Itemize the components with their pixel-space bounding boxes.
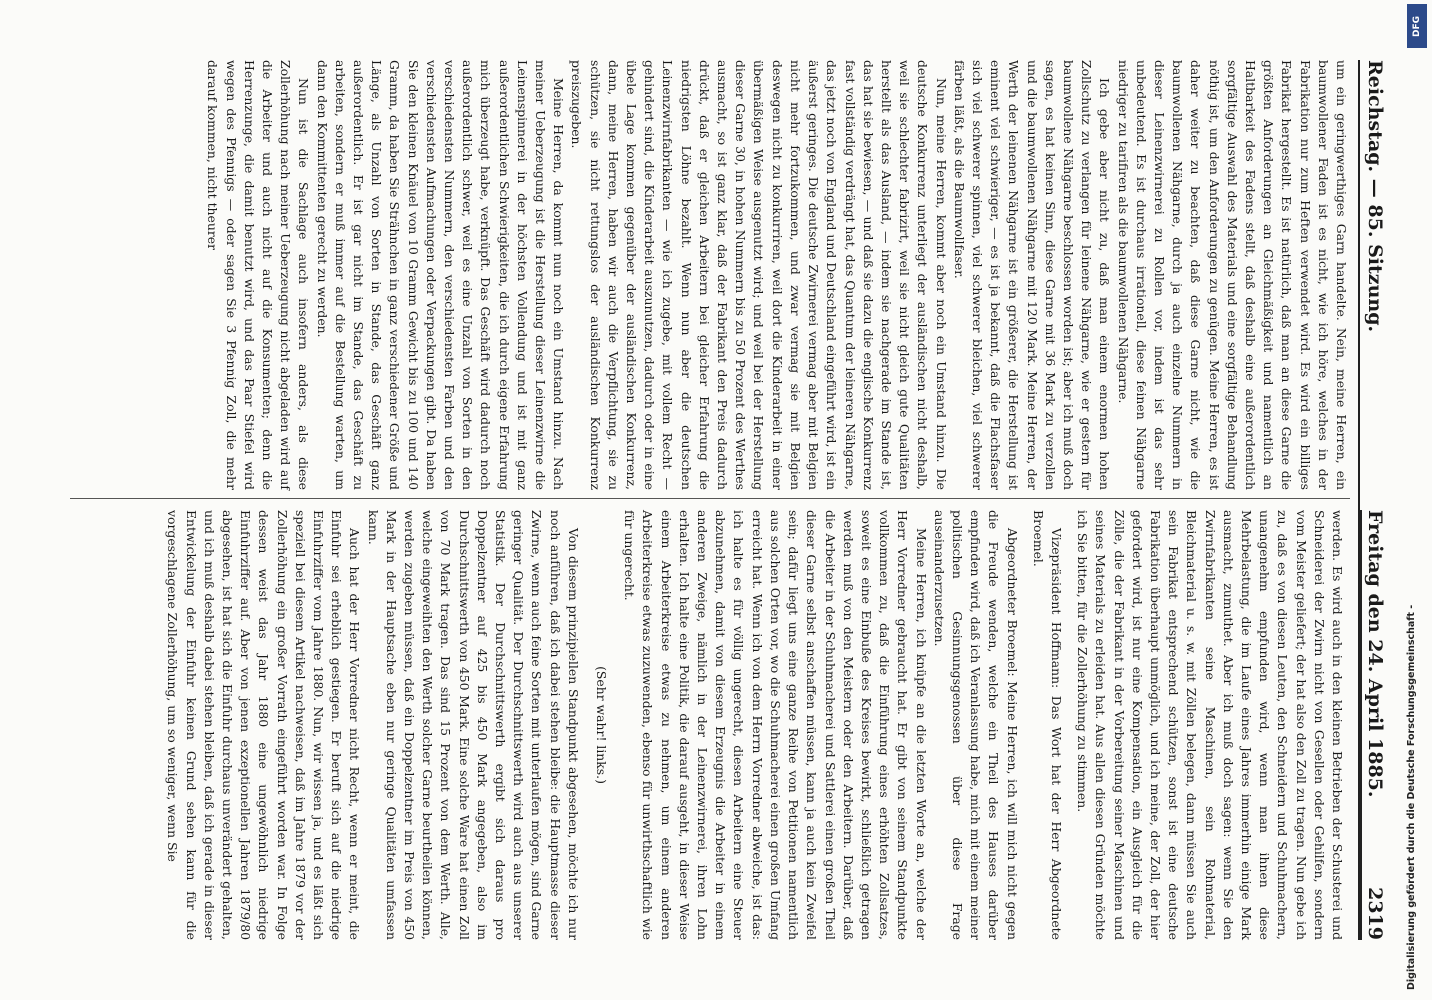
right-column: [70, 510, 1387, 940]
paragraph: Auch hat der Herr Vorredner nicht Recht, wenn er meint, die Einfuhr sei erheblich gestiegen. Er beruft sich auf die niedrige Einfuhrziffer vom Jahre 1880. Nun, wir wissen ja, und es läßt sich speziell bei diesem Artikel nachweisen, daß im Jahre 1879 vor der Zollerhöhung ein großer Vorrath eingeführt worden war. In Folge dessen weist das Jahr 1880 eine ungewöhnlich niedrige Einfuhrziffer auf. Aber von jenen exzeptionellen Jahren 1879/80 abgesehen, ist hat sich die Einfuhr durchaus unverändert gehalten, und ich muß deshalb dabei stehen bleiben, daß ich gerade in dieser Entwickelung der Einfuhr keinen Grund sehen kann für die vorgeschlagene Zollerhöhung, um so weniger, wenn Sie: [165, 510, 363, 940]
paragraph: Von diesem prinzipiellen Standpunkt abgesehen, möchte ich nur noch anführen, daß ich dabei stehen bleibe: die Hauptmasse dieser Zwirne, wenn auch feine Sorten mit unterlaufen mögen, sind Garne geringer Qualität. Der Durchschnittswerth wird auch aus unserer Statistik. Der Durchschnittswerth ergibt sich daraus pro Doppelzentner auf 425 bis 450 Mark angegeben, also im Durchschnittswerth von 450 Mark. Eine solche Ware hat einen Zoll von 70 Mark tragen. Das sind 15 Prozent von dem Werth. Alle, welche eingeweihten den Werth solcher Garne beurtheilen können, werden zugeben müssen, daß ein Doppelzentner im Preis von 450 Mark in der Hauptsache eben nur geringe Qualitäten umfassen kann.: [365, 510, 581, 940]
paragraph: Nun, meine Herren, kommt aber noch ein Umstand hinzu. Die deutsche Konkurrenz unterliegt der ausländischen nicht deshalb, weil sie schlechter fabrizirt, weil sie nicht gleich gute Qualitäten herstellt als das Ausland, — indem sie nachgerade im Stande ist, das hat sie bewiesen, — und daß sie dazu die englische Konkurrenz fast vollständig verdrängt hat, das Quantum der leineren Nähgarne, das jetzt noch von England und Deutschland eingeführt wird, ist ein äußerst geringes. Die deutsche Zwirnerei vermag aber mit Belgien nicht mehr fortzukommen, und zwar vermag sie mit Belgien deswegen nicht zu konkurriren, weil dort die Kinderarbeit in einer übermäßigen Weise ausgenutzt wird; und weil bei der Herstellung dieser Garne 30, in hohen Nummern bis zu 50 Prozent des Werthes ausmacht, so ist ganz klar, daß der Fabrikant den Preis dadurch drückt, daß er gleichen Arbeitern bei gleicher Erfahrung die niedrigsten Löhne bezahlt. Wenn nun aber die deutschen Leinenzwirnfabrikanten — wie ich zugebe, mit vollem Recht — gehindert sind, die Kinderarbeit auszunutzen, dadurch oder in eine übele Lage kommen gegenüber der ausländischen Konkurrenz, dann, meine Herren, haben wir auch die Verpflichtung, sie zu schützen, sie nicht rettungslos der ausländischen Konkurrenz preiszugeben.: [569, 60, 949, 490]
paragraph: werden. Es wird auch in den kleinen Betrieben der Schusterei und Schneiderei der Zwirn nicht von Gesellen oder Gehilfen, sondern vom Meister geliefert; der hat also den Zoll zu tragen. Nun gebe ich zu, daß es von diesen Leuten, den Schneidern und Schuhmachern, unangenehm empfunden wird, wenn man ihnen diese Mehrbelastung, die im Laufe eines Jahres immerhin einige Mark ausmacht, zumuthet. Aber ich muß doch sagen: wenn Sie den Zwirnfabrikanten seine Maschinen, sein Rohmaterial, Bleichmaterial u. s. w. mit Zöllen belegen, dann müssen Sie auch sein Fabrikat entsprechend schützen, sonst ist eine deutsche Fabrikation überhaupt unmöglich, und ich meine, der Zoll, der hier gefordert wird, ist nur eine Kompensation, ein Ausgleich für die Zölle, die der Fabrikant in der Vorbereitung seiner Maschinen und seines Materials zu erleiden hat. Aus allen diesen Gründen möchte ich Sie bitten, für die Zollerhöhung zu stimmen.: [1075, 510, 1345, 940]
left-column: [70, 60, 1350, 490]
paragraph: Ich gebe aber nicht zu, daß man einem enormen hohen Zollschutz zu verlangen für leinene Nähgarne, wie er gestern für baumwollene Nähgarne beschlossen worden ist; aber ich muß doch sagen, es hat keinen Sinn, diese Garne mit 36 Mark zu verzollen und die baumwollenen Nähgarne mit 120 Mark. Meine Herren, der Werth der leinenen Nähgarne ist ein größerer, die Herstellung ist eminent viel schwieriger, — es ist ja bekannt, daß die Flachsfaser sich viel schwerer spinnen, viel schwerer bleichen, viel schwerer färben läßt, als die Baumwollfaser.: [951, 60, 1113, 490]
header-date: Freitag den 24. April 1885.: [1364, 510, 1387, 798]
paragraph: Nun ist die Sachlage auch insofern anders, als diese Zollerhöhung nach meiner Ueberzeugung nicht abgeladen wird auf die Arbeiter und auch nicht auf die Konsumenten; denn die Herrenzunge, die damit benutzt wird, und das Paar Stiefel wird wegen des Pfennigs — oder sagen Sie 3 Pfennig Zoll, die mehr darauf kommen, nicht theurer: [205, 60, 312, 490]
header-left: Reichstag. — 85. Sitzung.: [1364, 60, 1386, 333]
dfg-logo: DFG: [1407, 4, 1427, 48]
interjection: (Sehr wahr! links.): [594, 666, 610, 784]
speaker-paragraph: Vizepräsident Hoffmann: Das Wort hat der Herr Abgeordnete Broemel.: [1030, 510, 1064, 940]
right-column-header: [1360, 510, 1392, 940]
paragraph: Meine Herren, ich knüpfe an die letzten Worte an, welche der Herr Vorredner gebraucht hat. Er gibt von seinem Standpunkte vollkommen zu, daß die Einführung eines erhöhten Zollsatzes, soweit es eine Einbuße des Kreises bewirkt, schließlich getragen werden muß von den Meistern oder den Arbeitern. Darüber, daß die Arbeiter in der Schuhmacherei und Sattlerei einen großen Theil dieser Garne selbst anschaffen müssen, kann ja auch kein Zweifel sein; dafür liegt uns eine ganze Reihe von Petitionen namentlich aus solchen Orten vor, wo die Schuhmacherei einen großen Umfang erreicht hat. Wenn ich von dem Herrn Vorredner abweiche, ist das: ich halte es für völlig ungerecht, diesen Arbeitern eine Steuer abzunehmen, damit von diesem Erzeugnis die Arbeiter in einem anderen Zweige, nämlich in der Leinenzwirnerei, ihren Lohn erhalten. Ich halte eine Politik, die darauf ausgeht, in dieser Weise einem Arbeiterkreise etwas zu nehmen, um einem anderen Arbeiterkreise etwas zuzuwenden, ebenso für unwirthschaftlich wie für ungerecht.: [622, 510, 929, 940]
column-divider: [70, 498, 1350, 499]
paragraph: um ein geringwerthiges Garn handelte. Nein, meine Herren, ein baumwollener Faden ist es nicht, wie ich höre, welches in der Fabrikation nur zum Heften verwendet wird. Es wird ein billiges Fabrikat hergestellt. Es ist natürlich, daß man an diese Garne die größten Anforderungen an Gleichmäßigkeit und namentlich an Haltbarkeit des Fadens stellt, daß deshalb eine außerordentlich sorgfältige Auswahl des Materials und eine sorgfältige Behandlung nöthig ist, um den Anforderungen zu genügen. Meine Herren, es ist daher weiter zu beachten, daß diese Garne nicht, wie die baumwollenen Nähgarne, durch ja auch einzelne Nummern in dieser Leinenzwirnerei zu Rollen vor, indem ist das sehr unbedeutend. Es ist durchaus irrationell, diese feinen Nähgarne niedriger zu tarifiren als die baumwollenen Nähgarne.: [1115, 60, 1349, 490]
page-number: 2319: [1364, 887, 1387, 940]
paragraph: Meine Herren, da kommt nun noch ein Umstand hinzu. Nach meiner Ueberzeugung ist die Herstellung dieser Leinenzwirne die Leinenspinnerei in der höchsten Vollendung und ist mit ganz außerordentlichen Schwierigkeiten, die ich durch eigene Erfahrung mich überzeugt habe, verknüpft. Das Geschäft wird dadurch noch außerordentlich schwer, weil es eine Unzahl von Sorten in den verschiedensten Nummern, den verschiedensten Farben und den verschiedensten Aufmachungen oder Verpackungen gibt. Da haben Sie den kleinen Knäuel von 10 Gramm Gewicht bis zu 100 und 140 Gramm, da haben Sie Strähnchen in ganz verschiedener Größe und Länge, als Unzahl von Sorten in Stande, das Geschäft ganz außerordentlich. Er ist gar nicht im Stande, das Geschäft zu arbeiten, sondern er muß immer auf die Bestellung warten, um dann den Kommittenten gerecht zu werden.: [314, 60, 567, 490]
speaker-paragraph: Abgeordneter Broemel: Meine Herren, ich will mich nicht gegen die Freude wenden, welche ein Theil des Hauses darüber empfinden wird, daß ich Veranlassung habe, mich mit einem meiner politischen Gesinnungsgenossen über diese Frage auseinanderzusetzen.: [931, 510, 1020, 940]
digitization-credit: Digitalisierung gefördert durch die Deutsche Forschungsgemeinschaft -: [1406, 604, 1417, 990]
